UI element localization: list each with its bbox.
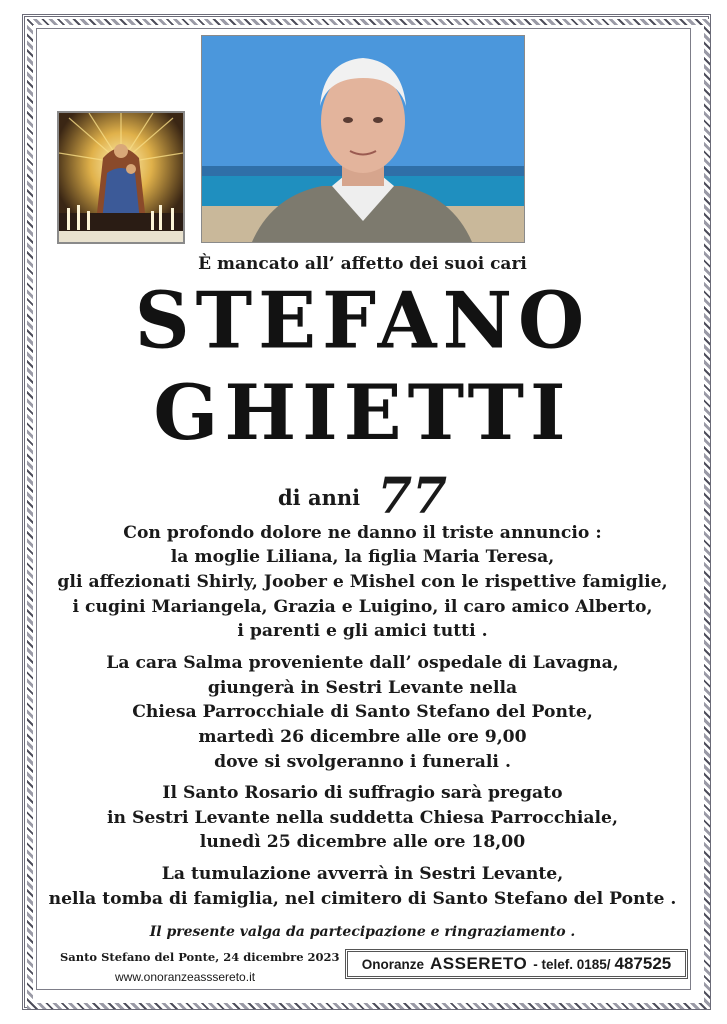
funeral-home-box (345, 949, 688, 979)
company-prefix: Onoranze (361, 956, 424, 972)
first-name: STEFANO (134, 275, 591, 366)
rosary-line: Il Santo Rosario di suffragio sarà pregato (162, 783, 563, 803)
rosary-line: lunedì 25 dicembre alle ore 18,00 (199, 832, 526, 852)
last-name: GHIETTI (153, 368, 572, 457)
announcement-line: Con profondo dolore ne danno il triste annuncio : (123, 523, 602, 543)
funeral-line: martedì 26 dicembre alle ore 9,00 (198, 727, 527, 747)
announcement-line: i parenti e gli amici tutti . (237, 621, 488, 641)
company-name: ASSERETO (430, 954, 528, 973)
funeral-line: dove si svolgeranno i funerali . (214, 752, 511, 772)
funeral-line: giungerà in Sestri Levante nella (207, 678, 518, 698)
announcement-line: i cugini Mariangela, Grazia e Luigino, il caro amico Alberto, (72, 597, 653, 617)
intro-text: È mancato all’ affetto dei suoi cari (198, 254, 527, 274)
deceased-portrait (201, 35, 525, 243)
age-row (36, 466, 689, 525)
age-number: 77 (377, 466, 447, 525)
age-prefix: di anni (278, 485, 361, 510)
burial-line: La tumulazione avverrà in Sestri Levante, (161, 864, 564, 884)
phone-prefix: - telef. 0185/ (533, 956, 611, 972)
phone-number: 487525 (614, 954, 672, 973)
announcement-line: la moglie Liliana, la figlia Maria Teresa, (170, 547, 555, 567)
closing-text: Il presente valga da partecipazione e ringraziamento . (149, 924, 576, 940)
funeral-line: La cara Salma proveniente dall’ ospedale di Lavagna, (106, 653, 619, 673)
burial-line: nella tomba di famiglia, nel cimitero di Santo Stefano del Ponte . (48, 889, 677, 909)
madonna-image (57, 111, 185, 244)
website-link[interactable]: www.onoranzeasssereto.it (115, 970, 256, 984)
funeral-line: Chiesa Parrocchiale di Santo Stefano del Ponte, (132, 702, 593, 722)
announcement-line: gli affezionati Shirly, Joober e Mishel con le rispettive famiglie, (57, 572, 668, 592)
place-date: Santo Stefano del Ponte, 24 dicembre 2023 (60, 950, 340, 964)
rosary-line: in Sestri Levante nella suddetta Chiesa Parrocchiale, (107, 808, 618, 828)
